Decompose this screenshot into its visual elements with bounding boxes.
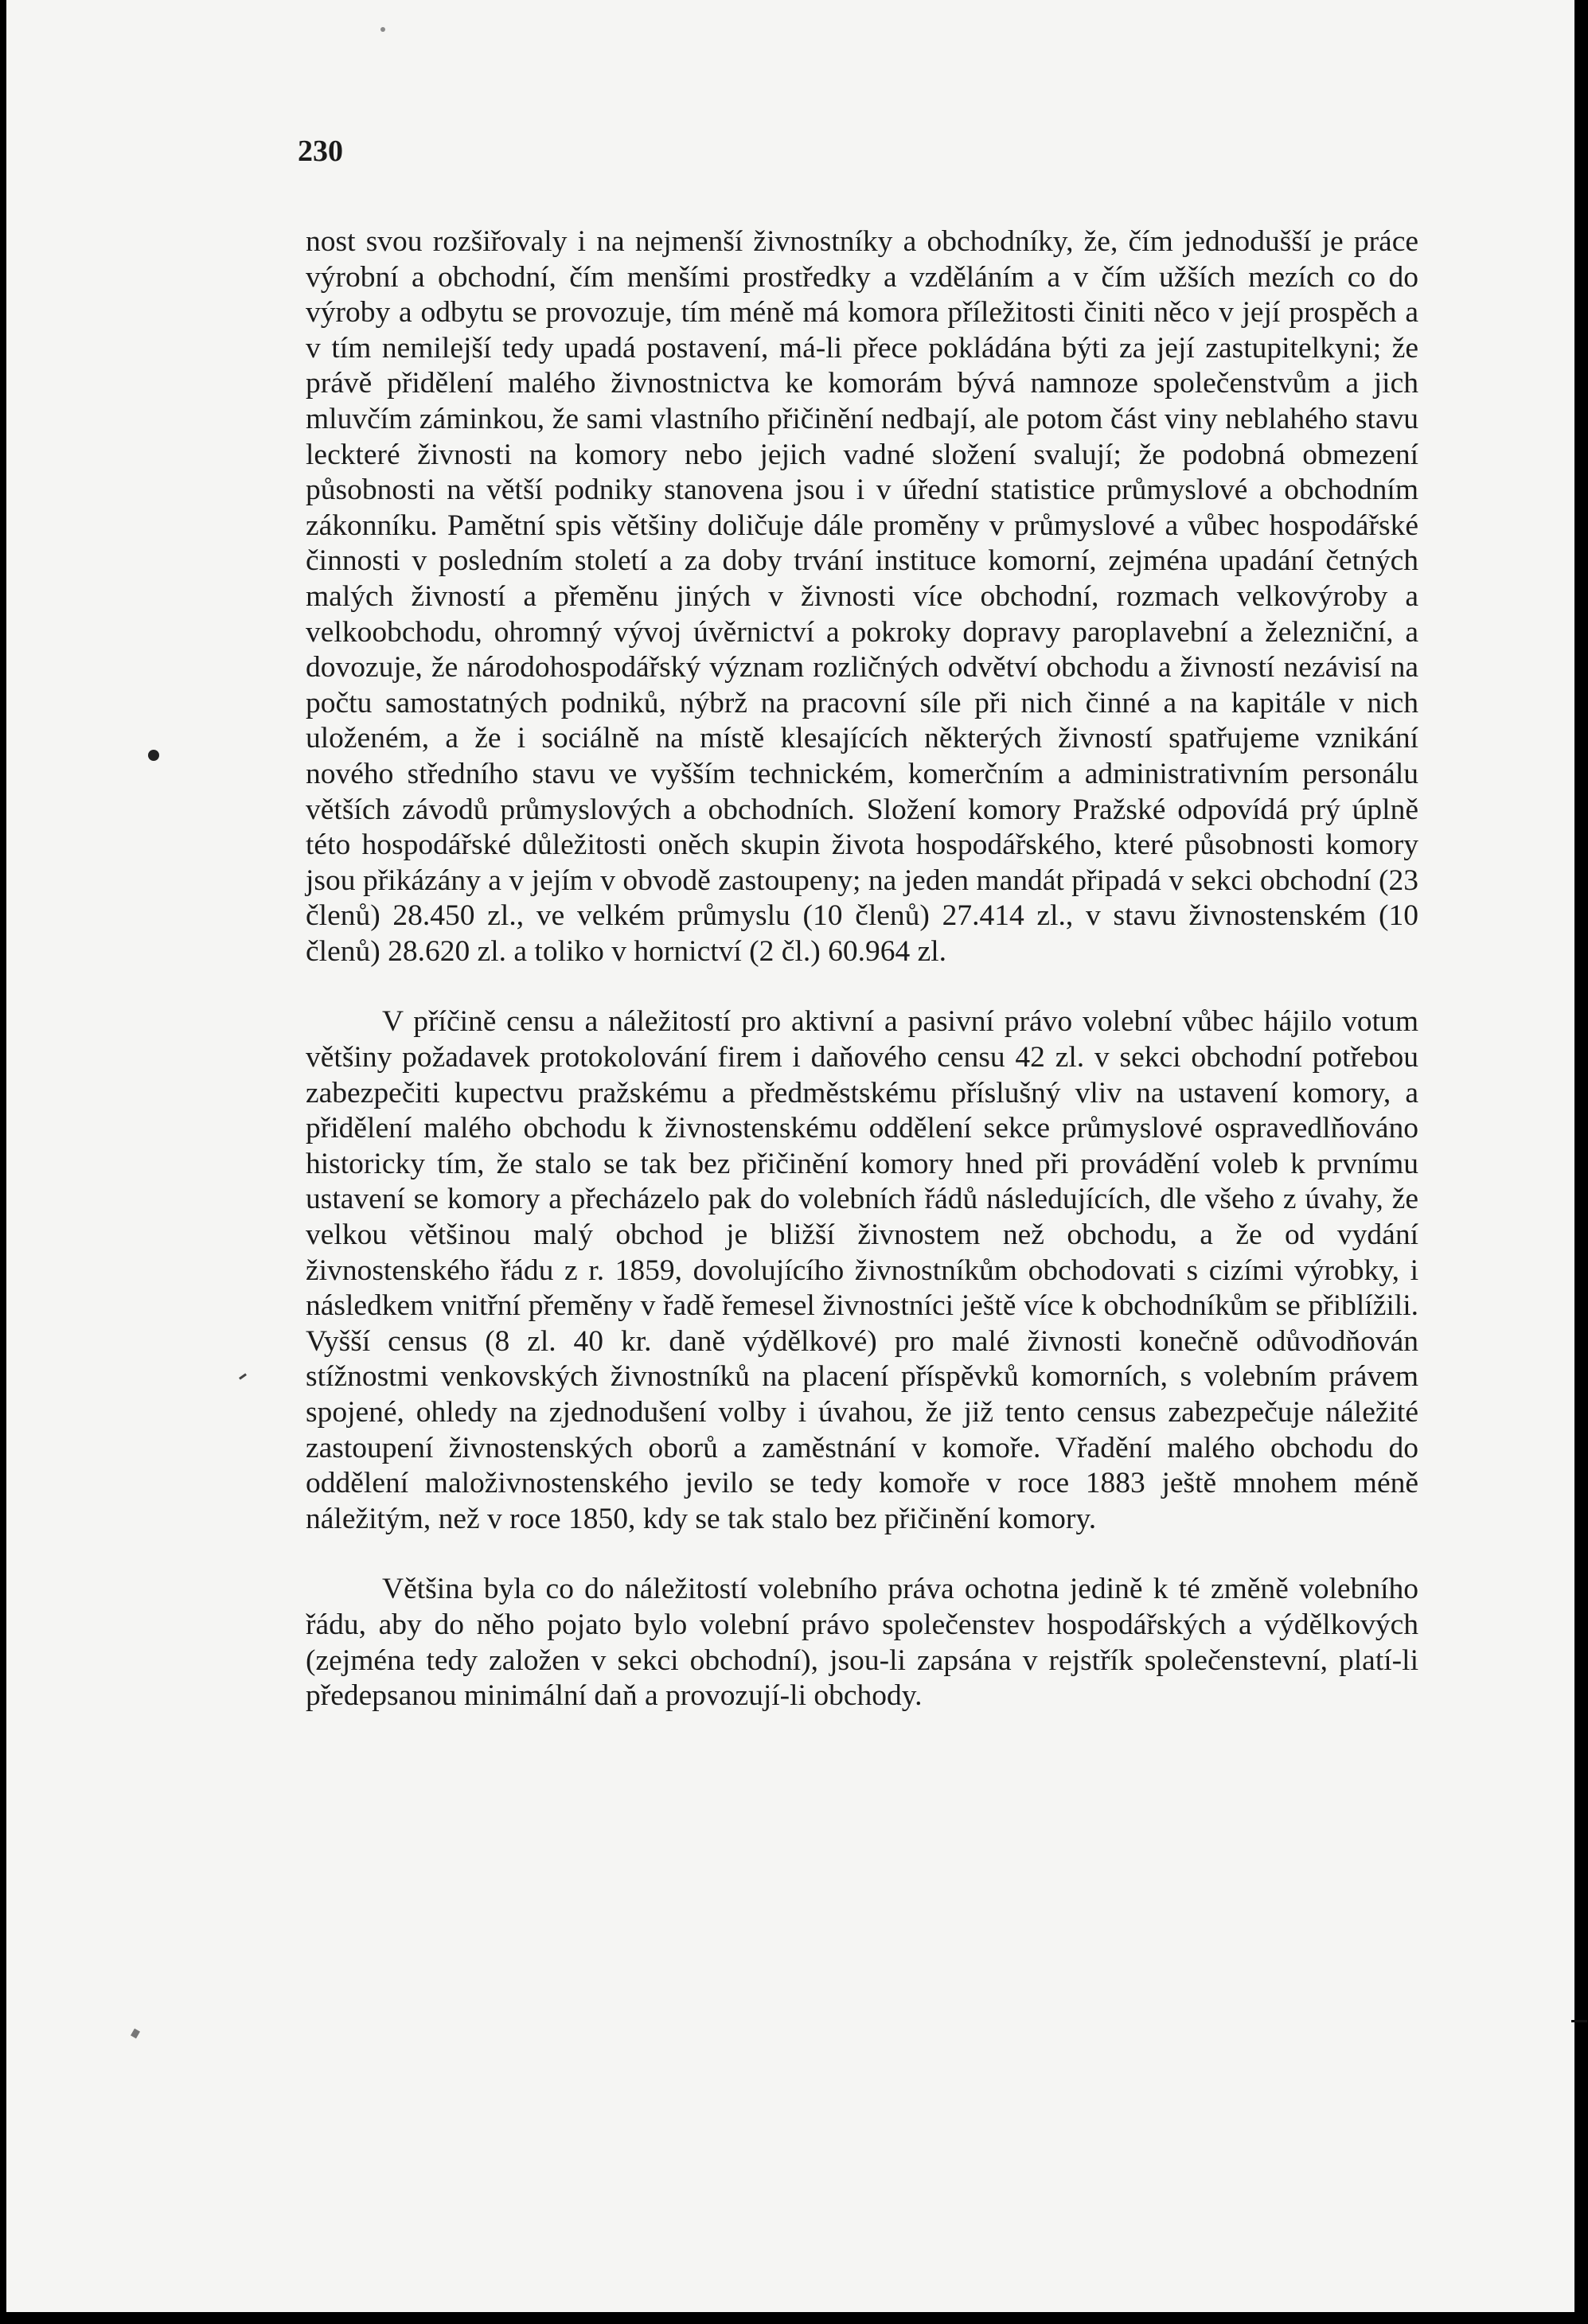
page-number: 230 xyxy=(298,135,343,168)
scan-tick-left-margin xyxy=(239,1373,247,1379)
body-text xyxy=(306,224,1418,1714)
paragraph-2: V příčině censu a náležitostí pro aktivní a pasivní právo volební vůbec hájilo votum většiny požadavek protokolování firem i daňového censu 42 zl. v sekci obchodní potřebou zabezpečiti kupectvu pražskému a předměstskému příslušný vliv na ustavení komory, a přidělení malého obchodu k živnostenskému oddělení sekce průmyslové ospravedlňováno historicky tím, že stalo se tak bez přičinění komory hned při provádění voleb k prvnímu ustavení se komory a přecházelo pak do volebních řádů následujících, dle všeho z úvahy, že velkou většinou malý obchod je bližší živnostem než obchodu, a že od vydání živnostenského řádu z r. 1859, dovolujícího živnostníkům obchodovati s cizími výrobky, i následkem vnitřní přeměny v řadě řemesel živnostníci ještě více k obchodníkům se přiblížili. Vyšší census (8 zl. 40 kr. daně výdělkové) pro malé živnosti konečně odůvodňován stížnostmi venkovských živnostníků na placení příspěvků komorních, s volebním právem spojené, ohledy na zjednodušení volby i úvahou, že již tento census zabezpečuje náležité zastoupení živnostenských oborů a zaměstnání v komoře. Vřadění malého obchodu do oddělení maloživnostenského jevilo se tedy komoře v roce 1883 ještě mnohem méně náležitým, než v roce 1850, kdy se tak stalo bez přičinění komory. xyxy=(306,1005,1418,1535)
scan-dot-left-margin xyxy=(148,750,159,761)
scan-speck-left-margin xyxy=(131,2029,140,2039)
scan-dash-right-edge xyxy=(1571,2020,1587,2022)
scan-speck-top xyxy=(380,27,385,32)
paragraph-3: Většina byla co do náležitostí volebního práva ochotna jedině k té změně volebního řádu, aby do něho pojato bylo volební právo společenstev hospodářských a výdělkových (zejména tedy založen v sekci obchodní), jsou-li zapsána v rejstřík společenstevní, platí-li předepsanou minimální daň a provozují-li obchody. xyxy=(306,1573,1418,1713)
document-page xyxy=(6,0,1574,2312)
paragraph-1: nost svou rozšiřovaly i na nejmenší živnostníky a obchodníky, že, čím jednodušší je práce výrobní a obchodní, čím menšími prostředky a vzděláním a v čím užších mezích co do výroby a odbytu se provozuje, tím méně má komora příležitosti činiti něco v její prospěch a v tím nemilejší tedy upadá postavení, má-li přece pokládána býti za její zastupitelkyni; že právě přidělení malého živnostnictva ke komorám bývá namnoze společenstvům a jich mluvčím záminkou, že sami vlastního přičinění nedbají, ale potom část viny neblahého stavu leckteré živnosti na komory nebo jejich vadné složení svalují; že podobná obmezení působnosti na větší podniky stanovena jsou i v úřední statistice průmyslové a obchodním zákonníku. Pamětní spis většiny doličuje dále proměny v průmyslové a vůbec hospodářské činnosti v posledním století a za doby trvání instituce komorní, zejména upadání četných malých živností a přeměnu jiných v živnosti více obchodní, rozmach velkovýroby a velkoobchodu, ohromný vývoj úvěrnictví a pokroky dopravy paroplavební a železniční, a dovozuje, že národohospodářský význam rozličných odvětví obchodu a živností nezávisí na počtu samostatných podniků, nýbrž na pracovní síle při nich činné a na kapitále v nich uloženém, a že i sociálně na místě klesajících některých živností spatřujeme vznikání nového středního stavu ve vyšším technickém, komerčním a administrativním personálu větších závodů průmyslových a obchodních. Složení komory Pražské odpovídá prý úplně této hospodářské důležitosti oněch skupin života hospodářského, které působnosti komory jsou přikázány a v jejím v obvodě zastoupeny; na jeden mandát připadá v sekci obchodní (23 členů) 28.450 zl., ve velkém průmyslu (10 členů) 27.414 zl., v stavu živnostenském (10 členů) 28.620 zl. a toliko v hornictví (2 čl.) 60.964 zl. xyxy=(306,225,1418,968)
